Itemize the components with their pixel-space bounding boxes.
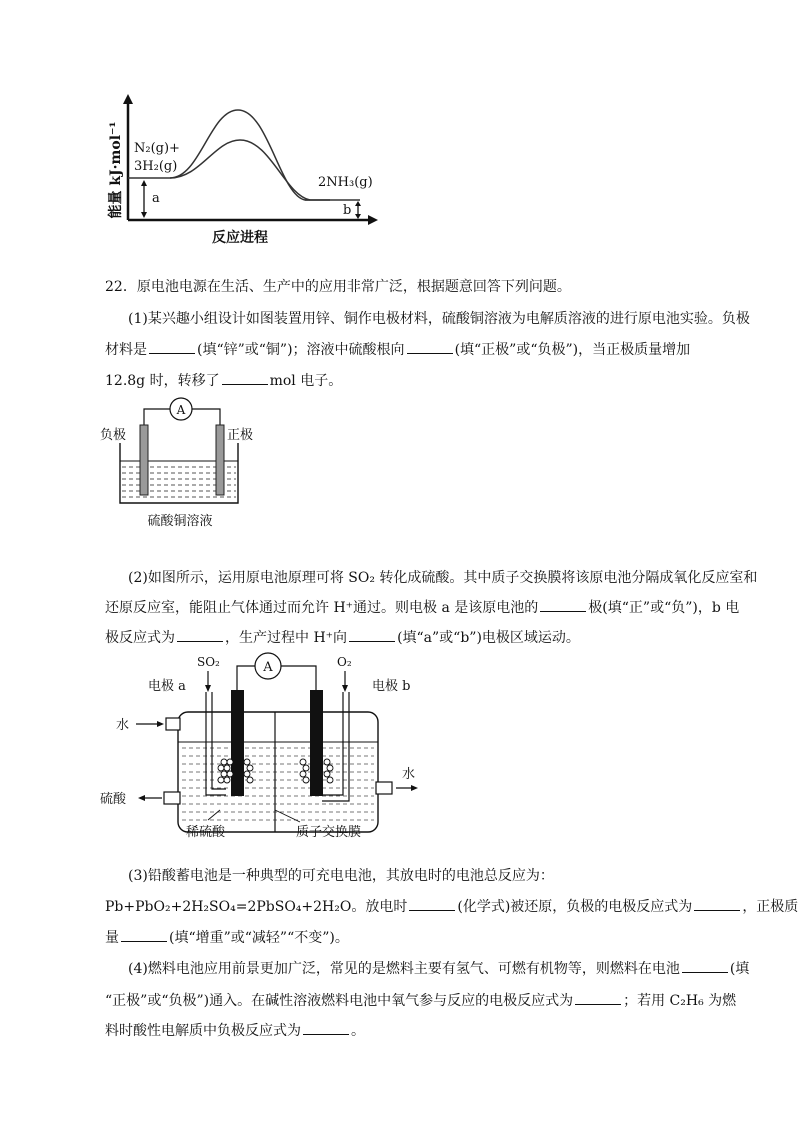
p2-line1: (2)如图所示，运用原电池原理可将 SO₂ 转化成硫酸。其中质子交换膜将该原电池分隔成氧化反应室和 bbox=[128, 570, 758, 586]
reactants-label-2: 3H₂(g) bbox=[134, 159, 178, 174]
blank-8[interactable] bbox=[694, 898, 740, 911]
electrode-b-label: 电极 b bbox=[372, 679, 411, 694]
blank-4[interactable] bbox=[540, 599, 586, 612]
x-axis-label: 反应进程 bbox=[212, 230, 268, 246]
p1-line2: 材料是 (填“锌”或“铜”)；溶液中硫酸根向 (填“正极”或“负极”)，当正极质量增加 bbox=[105, 342, 691, 358]
catalyzed-curve bbox=[170, 140, 310, 200]
label-a: a bbox=[152, 191, 160, 206]
o2-label: O₂ bbox=[337, 655, 352, 669]
label-b: b bbox=[343, 203, 352, 218]
p3-line2: Pb+PbO₂+2H₂SO₄=2PbSO₄+2H₂O。放电时 (化学式)被还原，负极的电极反应式为 ，正极质 bbox=[105, 899, 799, 915]
cell-figure-1 bbox=[100, 397, 260, 532]
blank-3[interactable] bbox=[222, 372, 268, 385]
p3-line1: (3)铅酸蓄电池是一种典型的可充电电池，其放电时的电池总反应为： bbox=[128, 868, 554, 884]
water-in-label: 水 bbox=[116, 718, 130, 733]
p4-line3: 料时酸性电解质中负极反应式为 。 bbox=[105, 1023, 365, 1039]
p2-line3: 极反应式为 ，生产过程中 H⁺向 (填“a”或“b”)电极区域运动。 bbox=[105, 630, 580, 646]
q22-intro bbox=[105, 276, 571, 296]
wire bbox=[144, 409, 170, 427]
p1-line1: (1)某兴趣小组设计如图装置用锌、铜作电极材料，硫酸铜溶液为电解质溶液的进行原电池实验。负极 bbox=[128, 311, 750, 327]
blank-9[interactable] bbox=[121, 929, 167, 942]
outlet-pipe-right bbox=[376, 782, 392, 794]
blank-1[interactable] bbox=[149, 341, 195, 354]
uncatalyzed-curve bbox=[170, 110, 330, 200]
p4-line1: (4)燃料电池应用前景更加广泛，常见的是燃料主要有氢气、可燃有机物等，则燃料在电池 (填 bbox=[128, 961, 750, 977]
positive-label: 正极 bbox=[227, 428, 254, 443]
p3-line3: 量 (填“增重”或“减轻”“不变”)。 bbox=[105, 930, 349, 946]
electrode-a-label: 电极 a bbox=[148, 679, 186, 694]
p2-line2: 还原反应室，能阻止气体通过而允许 H⁺通过。则电极 a 是该原电池的 极(填“正”或“负”)，b 电 bbox=[105, 600, 740, 616]
fig1-caption: 硫酸铜溶液 bbox=[147, 514, 213, 529]
blank-2[interactable] bbox=[407, 341, 453, 354]
blank-10[interactable] bbox=[682, 960, 728, 973]
q22-number: 22． bbox=[105, 279, 137, 295]
positive-electrode bbox=[216, 425, 224, 495]
cell-figure-2 bbox=[100, 650, 440, 840]
electrode-b bbox=[310, 690, 323, 796]
y-axis-arrow bbox=[123, 94, 133, 104]
x-axis-arrow bbox=[368, 215, 378, 225]
dilute-acid-label: 稀硫酸 bbox=[186, 825, 226, 840]
so2-label: SO₂ bbox=[197, 655, 220, 669]
energy-diagram bbox=[100, 90, 390, 250]
y-axis-label: 能量 kJ·mol⁻¹ bbox=[108, 121, 124, 219]
ammeter-2-label: A bbox=[263, 660, 273, 675]
negative-electrode bbox=[140, 425, 148, 495]
p1-line3: 12.8g 时，转移了 mol 电子。 bbox=[105, 373, 343, 389]
outlet-pipe-left bbox=[164, 792, 180, 804]
electrode-a bbox=[231, 690, 244, 796]
tank bbox=[178, 712, 378, 832]
blank-11[interactable] bbox=[575, 992, 621, 1005]
p4-line2: “正极”或“负极”)通入。在碱性溶液燃料电池中氧气参与反应的电极反应式为 ；若用 C₂H₆ 为燃 bbox=[105, 993, 737, 1009]
water-out-label: 水 bbox=[402, 767, 416, 782]
q22-intro-text: 原电池电源在生活、生产中的应用非常广泛，根据题意回答下列问题。 bbox=[136, 279, 571, 295]
blank-7[interactable] bbox=[409, 898, 455, 911]
ammeter-label: A bbox=[176, 403, 186, 417]
negative-label: 负极 bbox=[100, 428, 127, 443]
blank-5[interactable] bbox=[177, 629, 223, 642]
blank-6[interactable] bbox=[349, 629, 395, 642]
products-label: 2NH₃(g) bbox=[318, 175, 373, 190]
blank-12[interactable] bbox=[303, 1022, 349, 1035]
acid-out-label: 硫酸 bbox=[100, 792, 127, 807]
reactants-label-1: N₂(g)+ bbox=[134, 141, 180, 156]
membrane-label: 质子交换膜 bbox=[296, 825, 362, 840]
inlet-pipe bbox=[166, 718, 180, 730]
